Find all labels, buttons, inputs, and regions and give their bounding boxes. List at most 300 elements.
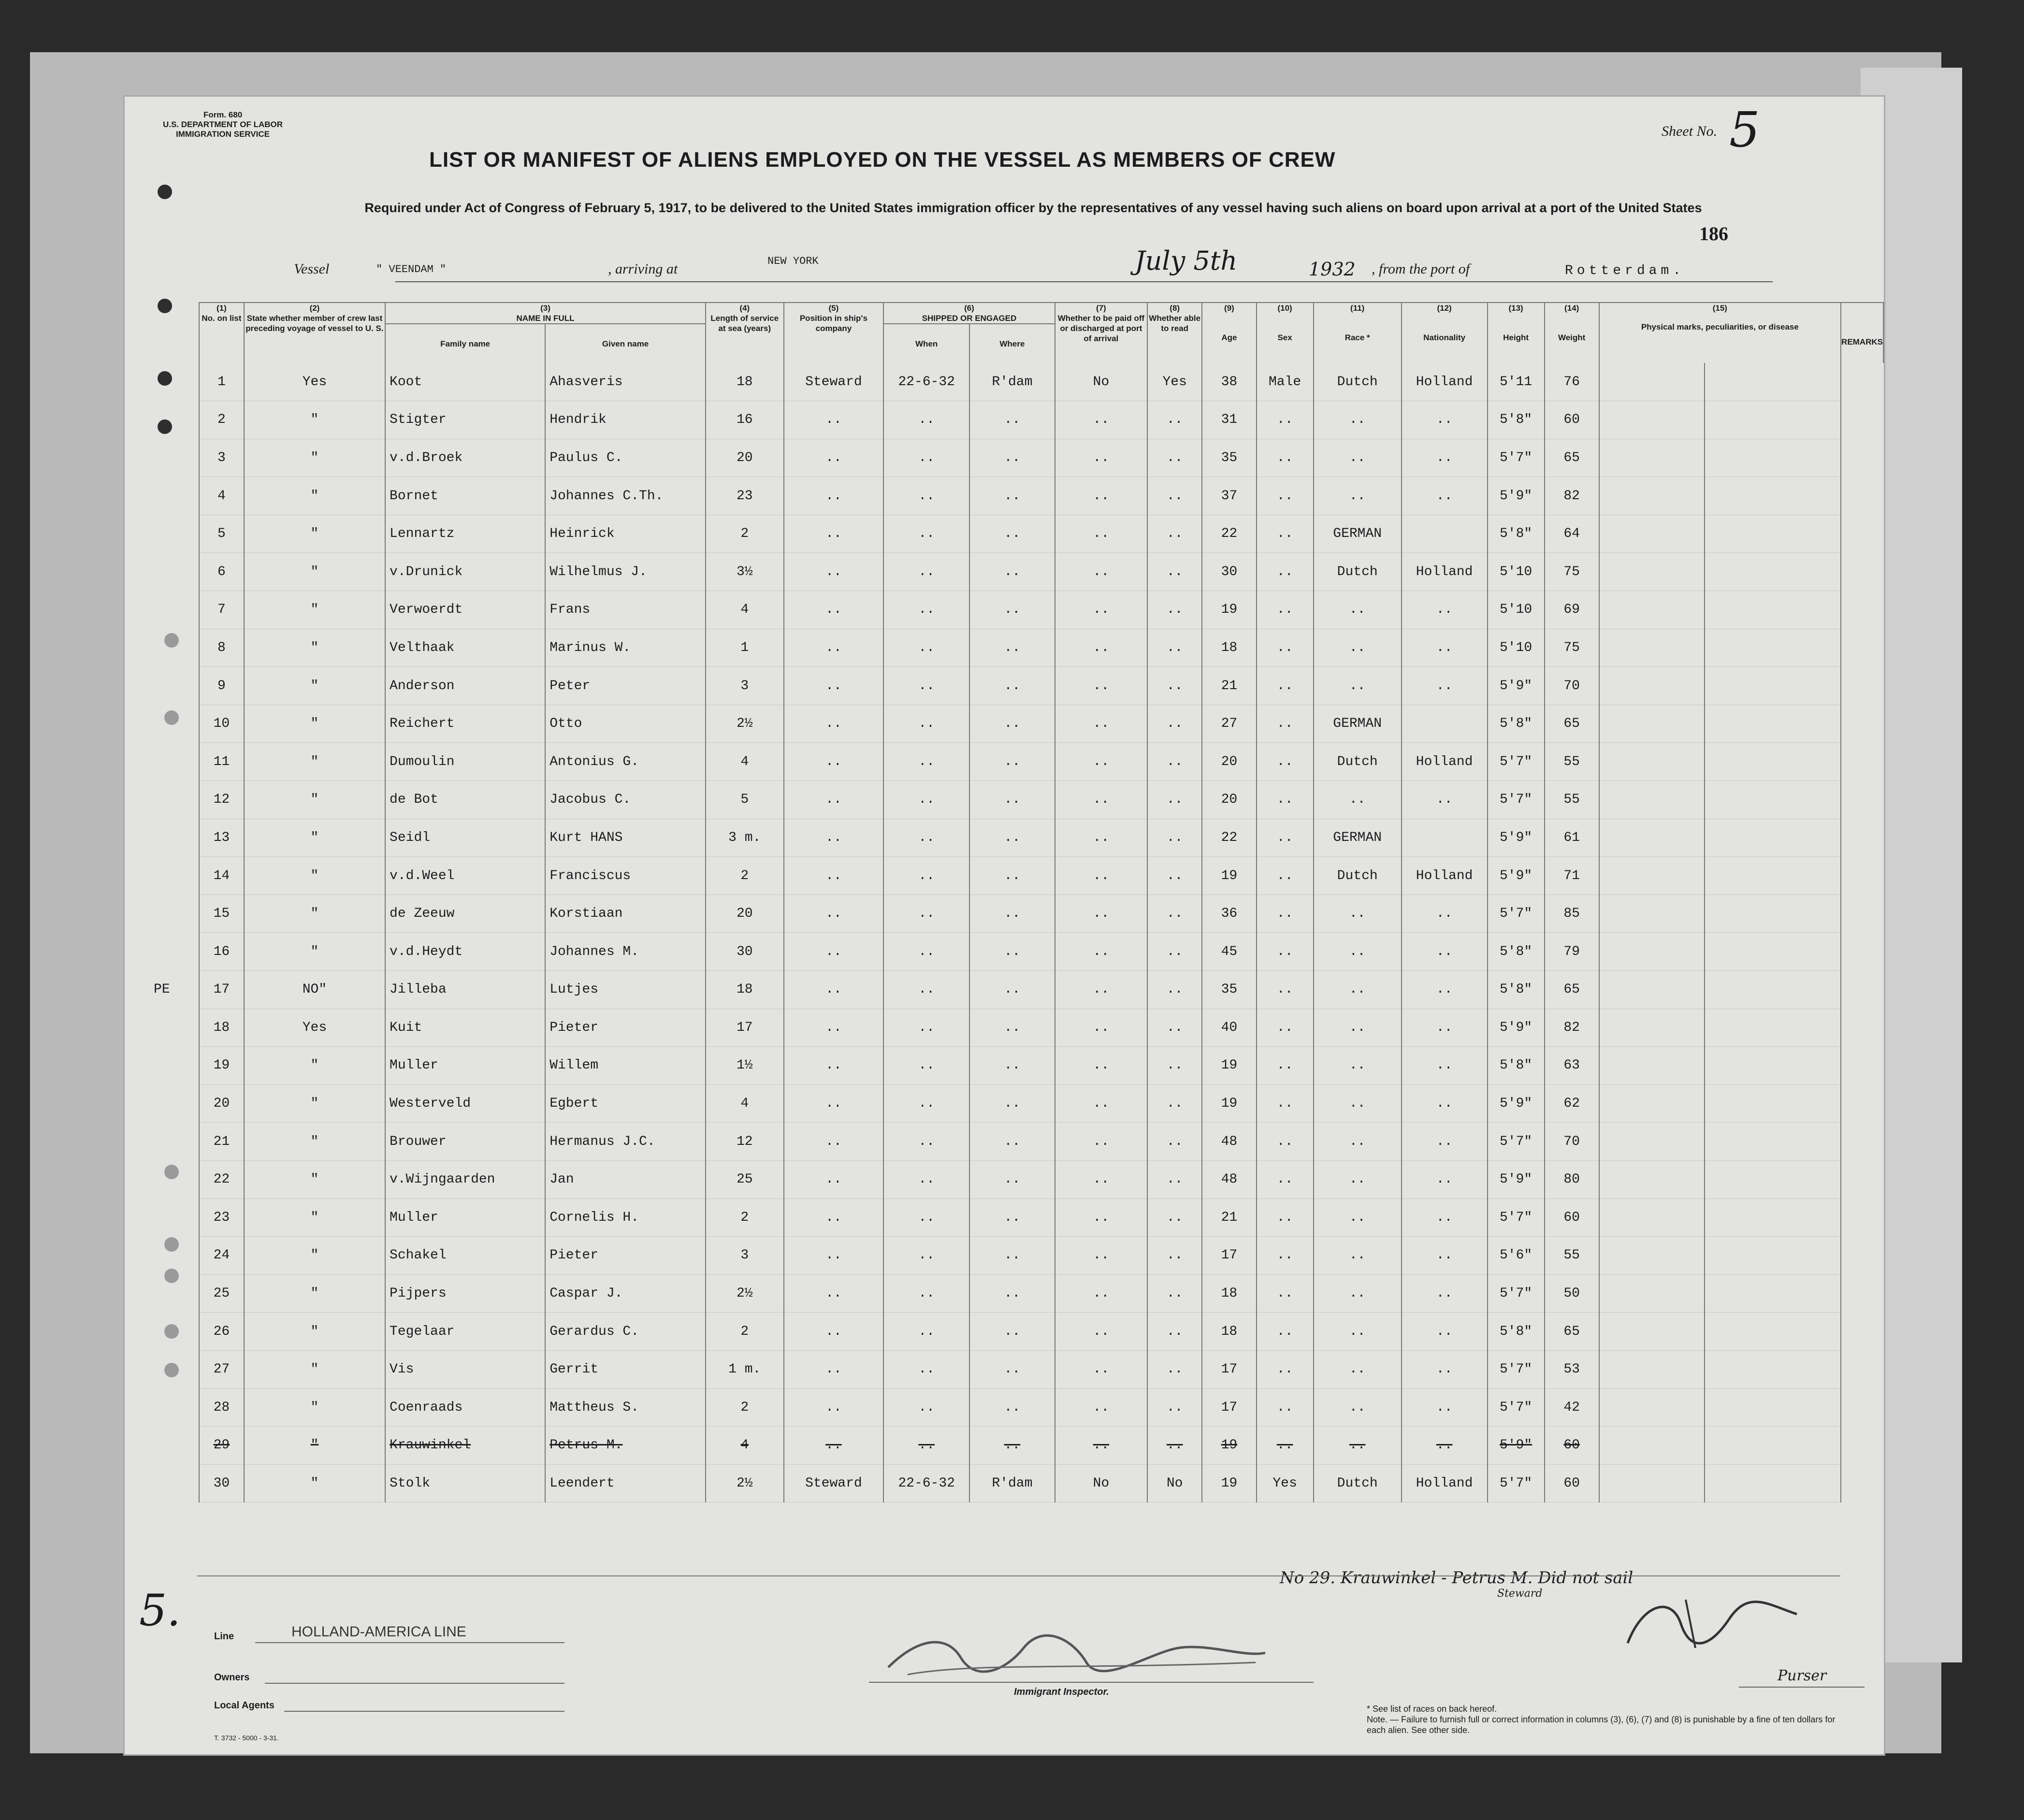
table-row xyxy=(199,1123,1883,1161)
cell-paid-off: .. xyxy=(1055,1313,1147,1351)
cell-family-name: Lennartz xyxy=(385,515,545,553)
cell-family-name: Vis xyxy=(385,1350,545,1388)
cell-marks xyxy=(1599,1199,1705,1237)
cell-when: .. xyxy=(883,1084,969,1123)
cell-paid-off: .. xyxy=(1055,1274,1147,1313)
from-port: Rotterdam. xyxy=(1565,263,1685,278)
cell-position: .. xyxy=(784,401,884,439)
table-row xyxy=(199,363,1883,401)
cell-prev-voyage: " xyxy=(244,895,385,933)
cell-when: .. xyxy=(883,1009,969,1047)
cell-where: .. xyxy=(969,629,1055,667)
cell-prev-voyage: " xyxy=(244,933,385,971)
cell-service: 30 xyxy=(706,933,784,971)
table-row xyxy=(199,1274,1883,1313)
cell-family-name: Anderson xyxy=(385,667,545,705)
cell-nationality: .. xyxy=(1402,781,1488,819)
cell-sex: .. xyxy=(1257,1047,1314,1085)
cell-remarks xyxy=(1705,1160,1841,1199)
cell-family-name: v.Drunick xyxy=(385,553,545,591)
cell-position: .. xyxy=(784,1047,884,1085)
cell-nationality: .. xyxy=(1402,477,1488,515)
cell-service: 2 xyxy=(706,515,784,553)
cell-where: .. xyxy=(969,1313,1055,1351)
cell-marks xyxy=(1599,1160,1705,1199)
arrival-year: 1932 xyxy=(1309,259,1356,280)
cell-weight: 69 xyxy=(1545,591,1599,629)
cell-family-name: Kuit xyxy=(385,1009,545,1047)
cell-weight: 53 xyxy=(1545,1350,1599,1388)
cell-sex: .. xyxy=(1257,971,1314,1009)
cell-read: .. xyxy=(1147,781,1202,819)
form-number: Form. 680 xyxy=(203,110,243,119)
cell-age: 19 xyxy=(1202,1464,1256,1502)
cell-family-name: Pijpers xyxy=(385,1274,545,1313)
cell-where: .. xyxy=(969,781,1055,819)
col-position-header: (5) Position in ship's company xyxy=(784,303,884,363)
col-shipped-header: (6) SHIPPED OR ENGAGED xyxy=(883,303,1055,324)
cell-given-name: Gerrit xyxy=(545,1350,706,1388)
binder-hole xyxy=(158,419,172,434)
cell-service: 12 xyxy=(706,1123,784,1161)
cell-weight: 85 xyxy=(1545,895,1599,933)
cell-family-name: de Zeeuw xyxy=(385,895,545,933)
cell-family-name: Muller xyxy=(385,1047,545,1085)
cell-height: 5'10 xyxy=(1488,591,1545,629)
cell-nationality: Holland xyxy=(1402,1464,1488,1502)
cell-sex: .. xyxy=(1257,933,1314,971)
cell-given-name: Jan xyxy=(545,1160,706,1199)
cell-paid-off: .. xyxy=(1055,1199,1147,1237)
print-code: T. 3732 - 5000 - 3-31. xyxy=(214,1734,279,1742)
cell-prev-voyage: " xyxy=(244,477,385,515)
cell-service: 4 xyxy=(706,591,784,629)
cell-when: 22-6-32 xyxy=(883,1464,969,1502)
cell-given-name: Gerardus C. xyxy=(545,1313,706,1351)
cell-read: .. xyxy=(1147,667,1202,705)
cell-marks xyxy=(1599,705,1705,743)
binder-hole xyxy=(164,633,179,648)
cell-where: .. xyxy=(969,971,1055,1009)
footer-divider xyxy=(197,1575,1840,1576)
cell-given-name: Frans xyxy=(545,591,706,629)
cell-when: .. xyxy=(883,857,969,895)
cell-remarks xyxy=(1705,1047,1841,1085)
cell-no: 24 xyxy=(199,1237,244,1275)
cell-read: .. xyxy=(1147,1009,1202,1047)
cell-nationality: .. xyxy=(1402,971,1488,1009)
cell-nationality: .. xyxy=(1402,667,1488,705)
cell-read: .. xyxy=(1147,439,1202,477)
cell-age: 22 xyxy=(1202,515,1256,553)
cell-paid-off: .. xyxy=(1055,971,1147,1009)
binder-hole xyxy=(164,710,179,725)
cell-paid-off: .. xyxy=(1055,1084,1147,1123)
cell-remarks xyxy=(1705,781,1841,819)
cell-marks xyxy=(1599,1084,1705,1123)
from-port-label: , from the port of xyxy=(1372,261,1470,277)
cell-nationality: .. xyxy=(1402,1427,1488,1465)
cell-weight: 65 xyxy=(1545,1313,1599,1351)
cell-marks xyxy=(1599,363,1705,401)
cell-given-name: Leendert xyxy=(545,1464,706,1502)
cell-remarks xyxy=(1705,1464,1841,1502)
cell-service: 18 xyxy=(706,363,784,401)
cell-sex: .. xyxy=(1257,1388,1314,1427)
cell-age: 18 xyxy=(1202,1274,1256,1313)
cell-race: .. xyxy=(1314,1237,1402,1275)
table-row xyxy=(199,439,1883,477)
col-age-header: (9) Age xyxy=(1202,303,1256,363)
cell-prev-voyage: " xyxy=(244,1160,385,1199)
cell-marks xyxy=(1599,477,1705,515)
cell-weight: 82 xyxy=(1545,1009,1599,1047)
col-where-header: Where xyxy=(969,324,1055,363)
col-read-header: (8) Whether able to read xyxy=(1147,303,1202,363)
cell-nationality: .. xyxy=(1402,1009,1488,1047)
agents-underline xyxy=(284,1711,564,1712)
cell-service: 17 xyxy=(706,1009,784,1047)
cell-marks xyxy=(1599,933,1705,971)
cell-age: 38 xyxy=(1202,363,1256,401)
cell-given-name: Antonius G. xyxy=(545,743,706,781)
cell-position: .. xyxy=(784,1350,884,1388)
purser-underline xyxy=(1739,1687,1865,1688)
cell-service: 16 xyxy=(706,401,784,439)
binder-hole xyxy=(164,1269,179,1283)
cell-nationality: Holland xyxy=(1402,743,1488,781)
cell-service: 2 xyxy=(706,857,784,895)
cell-where: .. xyxy=(969,591,1055,629)
cell-prev-voyage: Yes xyxy=(244,1009,385,1047)
cell-age: 21 xyxy=(1202,1199,1256,1237)
line-underline xyxy=(255,1642,564,1643)
cell-read: .. xyxy=(1147,971,1202,1009)
cell-position: .. xyxy=(784,1084,884,1123)
cell-given-name: Jacobus C. xyxy=(545,781,706,819)
inspector-label: Immigrant Inspector. xyxy=(1014,1687,1109,1697)
sheet-label: Sheet No. xyxy=(1662,123,1717,139)
cell-race: Dutch xyxy=(1314,1464,1402,1502)
cell-nationality: Holland xyxy=(1402,553,1488,591)
cell-prev-voyage: " xyxy=(244,1237,385,1275)
col-service-header: (4) Length of service at sea (years) xyxy=(706,303,784,363)
cell-family-name: Krauwinkel xyxy=(385,1427,545,1465)
cell-race: .. xyxy=(1314,1199,1402,1237)
cell-family-name: de Bot xyxy=(385,781,545,819)
cell-remarks xyxy=(1705,629,1841,667)
cell-read: .. xyxy=(1147,1199,1202,1237)
page-number: 186 xyxy=(1699,223,1728,245)
cell-prev-voyage: " xyxy=(244,515,385,553)
cell-family-name: Koot xyxy=(385,363,545,401)
cell-where: .. xyxy=(969,1274,1055,1313)
cell-race: .. xyxy=(1314,895,1402,933)
cell-age: 18 xyxy=(1202,1313,1256,1351)
cell-no: 16 xyxy=(199,933,244,971)
cell-no: 26 xyxy=(199,1313,244,1351)
service: IMMIGRATION SERVICE xyxy=(176,130,270,139)
cell-height: 5'7" xyxy=(1488,1388,1545,1427)
cell-sex: .. xyxy=(1257,743,1314,781)
cell-paid-off: .. xyxy=(1055,1388,1147,1427)
cell-given-name: Paulus C. xyxy=(545,439,706,477)
cell-no: 30 xyxy=(199,1464,244,1502)
cell-prev-voyage: " xyxy=(244,1274,385,1313)
crew-table xyxy=(199,302,1884,1502)
cell-where: .. xyxy=(969,667,1055,705)
cell-race: .. xyxy=(1314,1047,1402,1085)
cell-height: 5'7" xyxy=(1488,1123,1545,1161)
cell-service: 3 xyxy=(706,1237,784,1275)
cell-position: .. xyxy=(784,439,884,477)
cell-where: .. xyxy=(969,439,1055,477)
table-row xyxy=(199,477,1883,515)
cell-age: 17 xyxy=(1202,1237,1256,1275)
cell-where: .. xyxy=(969,477,1055,515)
cell-nationality xyxy=(1402,705,1488,743)
cell-nationality: .. xyxy=(1402,1388,1488,1427)
cell-nationality: .. xyxy=(1402,1084,1488,1123)
cell-when: .. xyxy=(883,1427,969,1465)
local-agents-label: Local Agents xyxy=(214,1700,275,1711)
cell-position: .. xyxy=(784,705,884,743)
cell-height: 5'8" xyxy=(1488,933,1545,971)
cell-sex: Male xyxy=(1257,363,1314,401)
cell-race: .. xyxy=(1314,1274,1402,1313)
cell-family-name: v.d.Weel xyxy=(385,857,545,895)
cell-service: 1 m. xyxy=(706,1350,784,1388)
cell-height: 5'8" xyxy=(1488,971,1545,1009)
cell-prev-voyage: " xyxy=(244,819,385,857)
cell-age: 20 xyxy=(1202,743,1256,781)
cell-weight: 82 xyxy=(1545,477,1599,515)
cell-marks xyxy=(1599,819,1705,857)
arrival-port: NEW YORK xyxy=(767,255,819,267)
table-row xyxy=(199,1160,1883,1199)
cell-family-name: Stigter xyxy=(385,401,545,439)
col-family-header: Family name xyxy=(385,324,545,363)
cell-height: 5'7" xyxy=(1488,1274,1545,1313)
cell-no: 14 xyxy=(199,857,244,895)
cell-when: .. xyxy=(883,439,969,477)
cell-read: .. xyxy=(1147,857,1202,895)
cell-nationality xyxy=(1402,819,1488,857)
cell-paid-off: .. xyxy=(1055,1237,1147,1275)
cell-position: .. xyxy=(784,1009,884,1047)
cell-no: 1 xyxy=(199,363,244,401)
cell-prev-voyage: " xyxy=(244,743,385,781)
cell-family-name: Verwoerdt xyxy=(385,591,545,629)
vessel-label: Vessel xyxy=(294,261,330,277)
cell-family-name: v.Wijngaarden xyxy=(385,1160,545,1199)
cell-remarks xyxy=(1705,933,1841,971)
cell-race: .. xyxy=(1314,781,1402,819)
cell-family-name: Bornet xyxy=(385,477,545,515)
cell-position: .. xyxy=(784,629,884,667)
cell-paid-off: .. xyxy=(1055,439,1147,477)
cell-nationality: .. xyxy=(1402,1047,1488,1085)
cell-height: 5'8" xyxy=(1488,401,1545,439)
table-row xyxy=(199,553,1883,591)
cell-no: 10 xyxy=(199,705,244,743)
cell-given-name: Heinrick xyxy=(545,515,706,553)
cell-weight: 50 xyxy=(1545,1274,1599,1313)
cell-nationality: .. xyxy=(1402,1123,1488,1161)
cell-read: .. xyxy=(1147,743,1202,781)
cell-read: .. xyxy=(1147,1350,1202,1388)
cell-height: 5'9" xyxy=(1488,1009,1545,1047)
cell-marks xyxy=(1599,895,1705,933)
cell-when: .. xyxy=(883,1274,969,1313)
cell-given-name: Hermanus J.C. xyxy=(545,1123,706,1161)
cell-no: 27 xyxy=(199,1350,244,1388)
cell-service: 2 xyxy=(706,1199,784,1237)
cell-when: .. xyxy=(883,1047,969,1085)
cell-prev-voyage: " xyxy=(244,667,385,705)
cell-sex: .. xyxy=(1257,1237,1314,1275)
cell-paid-off: No xyxy=(1055,1464,1147,1502)
cell-height: 5'9" xyxy=(1488,857,1545,895)
cell-prev-voyage: " xyxy=(244,857,385,895)
cell-where: .. xyxy=(969,1084,1055,1123)
cell-sex: .. xyxy=(1257,401,1314,439)
cell-sex: .. xyxy=(1257,515,1314,553)
cell-weight: 62 xyxy=(1545,1084,1599,1123)
cell-paid-off: .. xyxy=(1055,591,1147,629)
cell-paid-off: .. xyxy=(1055,629,1147,667)
cell-when: .. xyxy=(883,933,969,971)
cell-weight: 79 xyxy=(1545,933,1599,971)
cell-weight: 65 xyxy=(1545,971,1599,1009)
cell-position: .. xyxy=(784,743,884,781)
cell-prev-voyage: " xyxy=(244,1464,385,1502)
cell-position: Steward xyxy=(784,363,884,401)
cell-read: .. xyxy=(1147,629,1202,667)
cell-service: 25 xyxy=(706,1160,784,1199)
cell-where: .. xyxy=(969,1237,1055,1275)
cell-marks xyxy=(1599,1123,1705,1161)
cell-when: .. xyxy=(883,401,969,439)
cell-remarks xyxy=(1705,439,1841,477)
cell-no: 18 xyxy=(199,1009,244,1047)
cell-position: .. xyxy=(784,1237,884,1275)
cell-where: .. xyxy=(969,895,1055,933)
cell-remarks xyxy=(1705,667,1841,705)
cell-remarks xyxy=(1705,1427,1841,1465)
cell-when: .. xyxy=(883,895,969,933)
cell-position: .. xyxy=(784,1123,884,1161)
cell-race: .. xyxy=(1314,629,1402,667)
cell-family-name: Seidl xyxy=(385,819,545,857)
cell-weight: 75 xyxy=(1545,629,1599,667)
cell-nationality: .. xyxy=(1402,1237,1488,1275)
cell-given-name: Wilhelmus J. xyxy=(545,553,706,591)
cell-read: .. xyxy=(1147,515,1202,553)
cell-remarks xyxy=(1705,401,1841,439)
cell-where: .. xyxy=(969,933,1055,971)
cell-read: .. xyxy=(1147,895,1202,933)
table-row xyxy=(199,629,1883,667)
cell-weight: 55 xyxy=(1545,781,1599,819)
cell-paid-off: .. xyxy=(1055,705,1147,743)
cell-family-name: Jilleba xyxy=(385,971,545,1009)
cell-sex: .. xyxy=(1257,1123,1314,1161)
cell-service: 23 xyxy=(706,477,784,515)
cell-read: .. xyxy=(1147,553,1202,591)
cell-race: .. xyxy=(1314,1388,1402,1427)
cell-given-name: Willem xyxy=(545,1047,706,1085)
cell-service: 2 xyxy=(706,1313,784,1351)
cell-read: No xyxy=(1147,1464,1202,1502)
cell-where: .. xyxy=(969,1123,1055,1161)
cell-given-name: Pieter xyxy=(545,1009,706,1047)
cell-position: .. xyxy=(784,667,884,705)
cell-read: .. xyxy=(1147,1427,1202,1465)
table-row xyxy=(199,1009,1883,1047)
table-row xyxy=(199,743,1883,781)
cell-position: Steward xyxy=(784,1464,884,1502)
table-row xyxy=(199,971,1883,1009)
cell-given-name: Caspar J. xyxy=(545,1274,706,1313)
cell-race: .. xyxy=(1314,439,1402,477)
cell-position: .. xyxy=(784,591,884,629)
cell-weight: 76 xyxy=(1545,363,1599,401)
cell-prev-voyage: " xyxy=(244,1047,385,1085)
cell-sex: .. xyxy=(1257,857,1314,895)
note-fine: Note. — Failure to furnish full or correct information in columns (3), (6), (7) and (8) is punishable by a fine of ten dollars for each alien. See other side. xyxy=(1367,1715,1836,1735)
cell-sex: .. xyxy=(1257,705,1314,743)
cell-family-name: v.d.Broek xyxy=(385,439,545,477)
cell-sex: .. xyxy=(1257,667,1314,705)
cell-age: 27 xyxy=(1202,705,1256,743)
cell-race: .. xyxy=(1314,1160,1402,1199)
cell-paid-off: .. xyxy=(1055,933,1147,971)
cell-age: 48 xyxy=(1202,1160,1256,1199)
cell-nationality: .. xyxy=(1402,1313,1488,1351)
cell-service: 3½ xyxy=(706,553,784,591)
cell-height: 5'10 xyxy=(1488,629,1545,667)
cell-weight: 63 xyxy=(1545,1047,1599,1085)
cell-age: 19 xyxy=(1202,591,1256,629)
cell-given-name: Pieter xyxy=(545,1237,706,1275)
cell-sex: .. xyxy=(1257,1274,1314,1313)
cell-when: .. xyxy=(883,1313,969,1351)
cell-marks xyxy=(1599,591,1705,629)
cell-given-name: Otto xyxy=(545,705,706,743)
cell-weight: 55 xyxy=(1545,743,1599,781)
cell-prev-voyage: " xyxy=(244,1123,385,1161)
cell-weight: 64 xyxy=(1545,515,1599,553)
struck-note: No 29. Krauwinkel - Petrus M. Did not sail xyxy=(1280,1568,1634,1588)
cell-no: 17 xyxy=(199,971,244,1009)
line-value: HOLLAND-AMERICA LINE xyxy=(291,1624,466,1640)
cell-paid-off: .. xyxy=(1055,1160,1147,1199)
cell-no: 5 xyxy=(199,515,244,553)
cell-remarks xyxy=(1705,591,1841,629)
cell-age: 30 xyxy=(1202,553,1256,591)
cell-when: .. xyxy=(883,591,969,629)
cell-age: 19 xyxy=(1202,1427,1256,1465)
sheet-mark: 5. xyxy=(139,1585,181,1636)
cell-age: 35 xyxy=(1202,439,1256,477)
cell-service: 18 xyxy=(706,971,784,1009)
col-marks-header: (15) Physical marks, peculiarities, or disease xyxy=(1599,303,1841,363)
cell-race: GERMAN xyxy=(1314,515,1402,553)
cell-height: 5'8" xyxy=(1488,515,1545,553)
inspector-underline xyxy=(869,1682,1314,1683)
cell-nationality: .. xyxy=(1402,439,1488,477)
